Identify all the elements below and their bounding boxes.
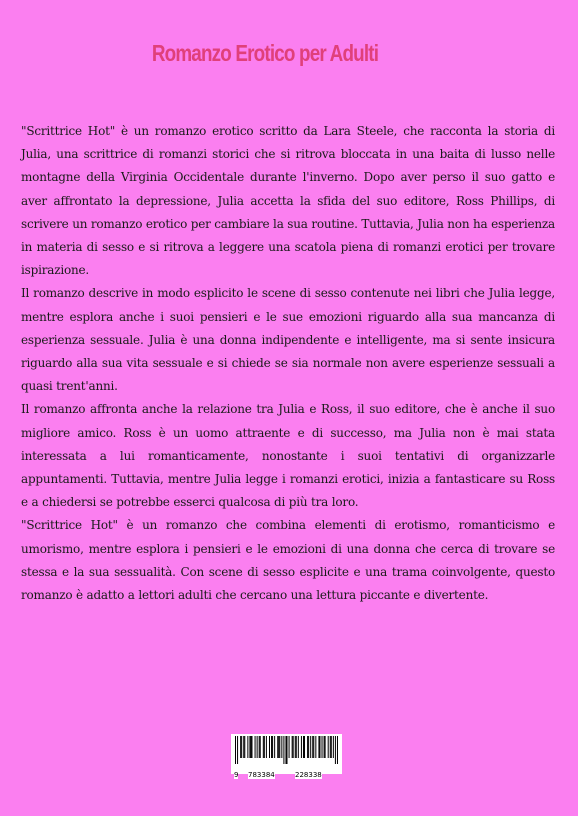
description-paragraph: "Scrittrice Hot" è un romanzo erotico scritto da Lara Steele, che racconta la storia di Julia, una scrittrice di romanzi storici che si ritrova bloccata in una baita di lusso nelle montagne della Virginia Occidentale durante l'inverno. Dopo aver perso il suo gatto e aver affrontato la depressione, Julia accetta la sfida del suo editore, Ross Phillips, di scrivere un romanzo erotico per cambiare la sua routine. Tuttavia, Julia non ha esperienza in materia di sesso e si ritrova a leggere una scatola piena di romanzi erotici per trovare ispirazione.	[21, 124, 555, 278]
barcode-digit-group-1: 783384	[248, 771, 275, 779]
back-cover-description	[21, 120, 555, 607]
cover-title: Romanzo Erotico per Adulti	[151, 40, 379, 66]
description-paragraph: Il romanzo descrive in modo esplicito le scene di sesso contenute nei libri che Julia legge, mentre esplora anche i suoi pensieri e le sue emozioni riguardo alla sua mancanza di esperienza sessuale. Julia è una donna indipendente e intelligente, ma si sente insicura riguardo alla sua vita sessuale e si chiede se sia normale non avere esperienze sessuali a quasi trent'anni.	[21, 286, 555, 394]
barcode-digit-group-2: 228338	[295, 771, 322, 779]
barcode-bars-icon	[235, 736, 338, 764]
isbn-barcode	[231, 734, 342, 779]
description-paragraph: "Scrittrice Hot" è un romanzo che combina elementi di erotismo, romanticismo e umorismo, mentre esplora i pensieri e le emozioni di una donna che cerca di trovare se stessa e la sua sessualità. Con scene di sesso esplicite e una trama coinvolgente, questo romanzo è adatto a lettori adulti che cercano una lettura piccante e divertente.	[21, 518, 555, 603]
description-paragraph: Il romanzo affronta anche la relazione tra Julia e Ross, il suo editore, che è anche il suo migliore amico. Ross è un uomo attraente e di successo, ma Julia non è mai stata interessata a lui romanticamente, nonostante i suoi tentativi di organizzarle appuntamenti. Tuttavia, mentre Julia legge i romanzi erotici, inizia a fantasticare su Ross e a chiedersi se potrebbe esserci qualcosa di più tra loro.	[21, 402, 555, 510]
barcode-digit-first: 9	[234, 771, 239, 779]
